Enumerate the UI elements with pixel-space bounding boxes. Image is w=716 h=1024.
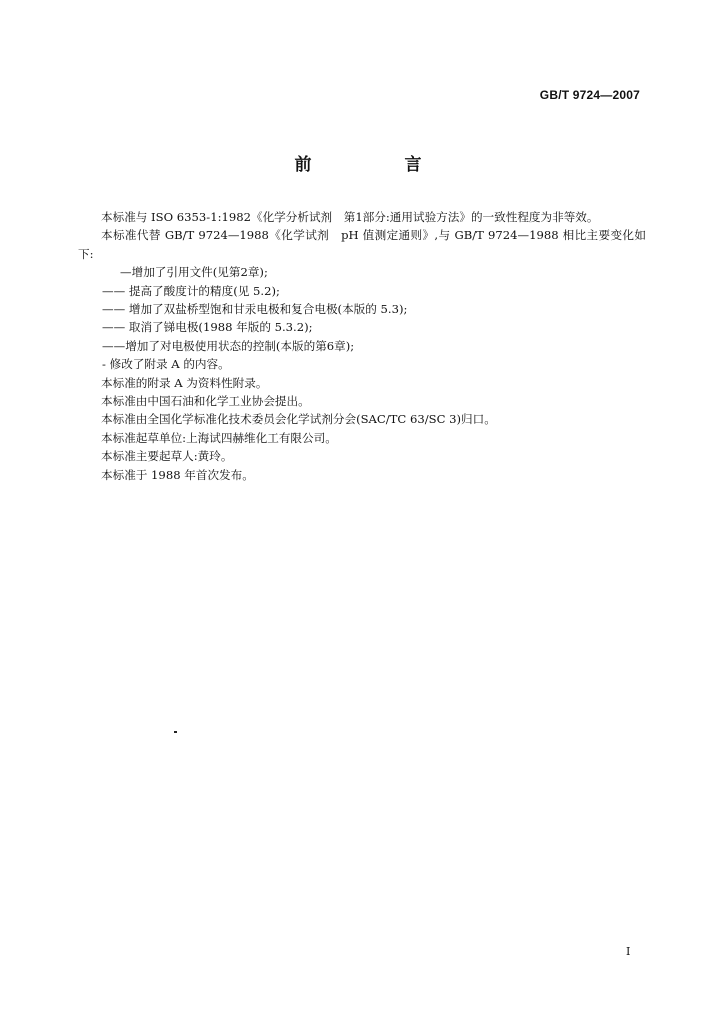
change-item-electrodes: —— 增加了双盐桥型饱和甘汞电极和复合电极(本版的 5.3);: [102, 302, 408, 317]
foreword-body: [78, 208, 646, 484]
page-number: I: [626, 945, 631, 958]
change-item-antimony-electrode: —— 取消了锑电极(1988 年版的 5.3.2);: [102, 320, 313, 335]
standard-code: GB/T 9724—2007: [539, 88, 640, 102]
paragraph-first-published: 本标准于 1988 年首次发布。: [101, 467, 254, 482]
paragraph-proposer: 本标准由中国石油和化学工业协会提出。: [101, 394, 310, 409]
change-item-meter-accuracy: —— 提高了酸度计的精度(见 5.2);: [102, 283, 280, 298]
change-item-electrode-control: ——增加了对电极使用状态的控制(本版的第6章);: [102, 338, 355, 353]
change-item-references: —增加了引用文件(见第2章);: [120, 265, 268, 280]
change-item-annex-a: - 修改了附录 A 的内容。: [102, 357, 230, 372]
paragraph-annex: 本标准的附录 A 为资料性附录。: [101, 375, 268, 390]
page-title: 前 言: [294, 155, 460, 175]
paragraph-drafting-unit: 本标准起草单位:上海试四赫维化工有限公司。: [101, 430, 337, 445]
paragraph-drafters: 本标准主要起草人:黄玲。: [101, 449, 233, 464]
stray-mark: [174, 731, 177, 733]
paragraph-supersedes: 本标准代替 GB/T 9724—1988《化学试剂 pH 值测定通则》,与 GB/T 9724—1988 相比主要变化如下:: [78, 228, 646, 261]
paragraph-committee: 本标准由全国化学标准化技术委员会化学试剂分会(SAC/TC 63/SC 3)归口。: [101, 412, 496, 427]
paragraph-consistency: 本标准与 ISO 6353-1:1982《化学分析试剂 第1部分:通用试验方法》的一致性程度为非等效。: [101, 210, 599, 224]
